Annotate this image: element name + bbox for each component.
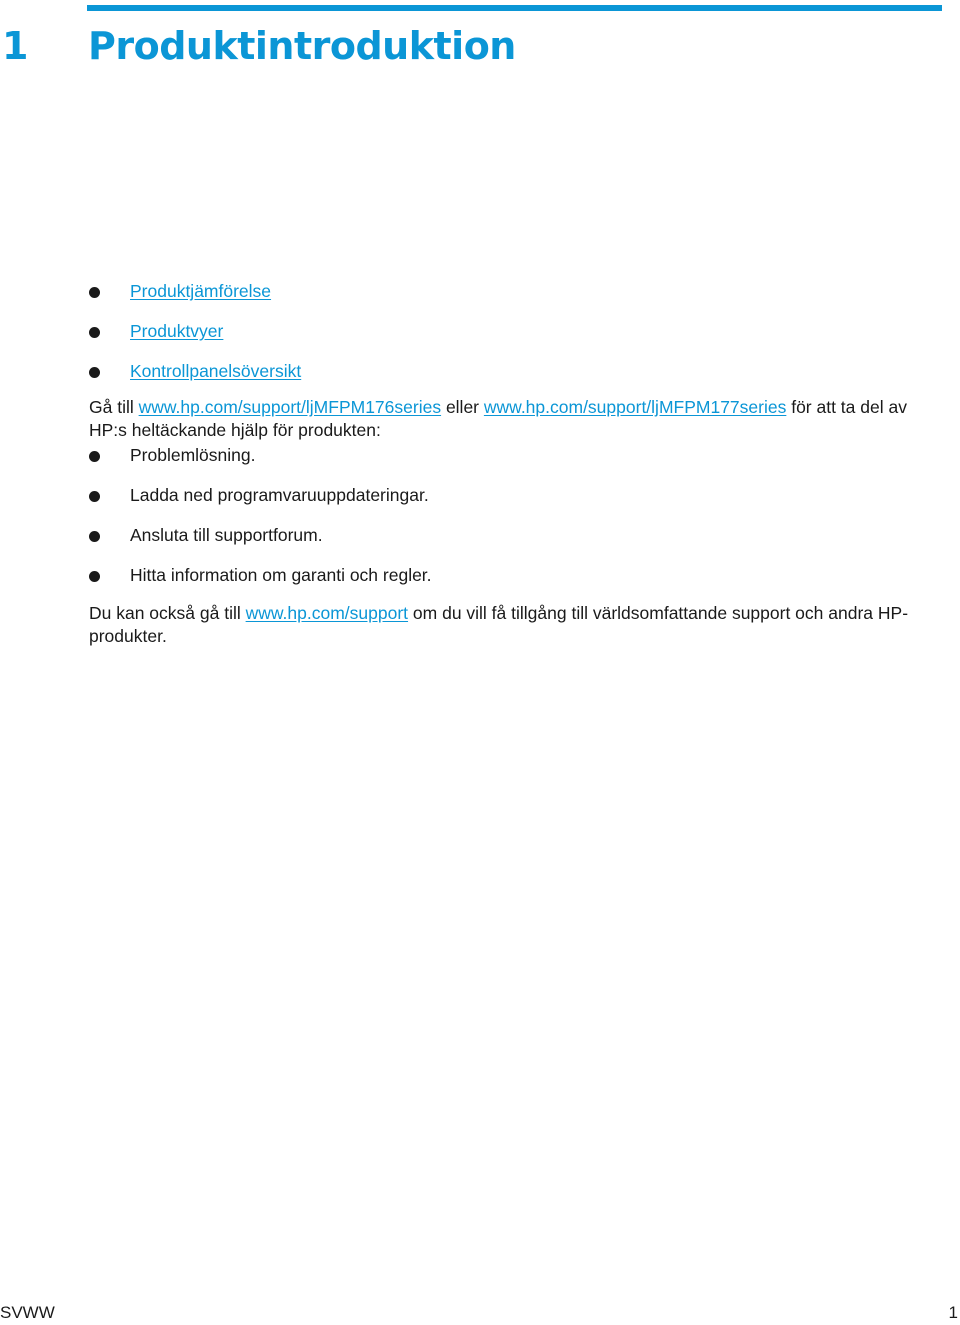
toc-list-item xyxy=(89,358,934,396)
help-list xyxy=(89,442,934,602)
bullet-icon xyxy=(89,491,100,502)
support-link-m176[interactable]: www.hp.com/support/ljMFPM176series xyxy=(138,397,442,417)
chapter-number: 1 xyxy=(2,24,28,68)
chapter-content xyxy=(89,278,934,648)
intro-paragraph xyxy=(89,396,934,442)
support-link-m177[interactable]: www.hp.com/support/ljMFPM177series xyxy=(483,397,787,417)
bullet-icon xyxy=(89,287,100,298)
help-item-label: Problemlösning. xyxy=(130,445,256,465)
help-item-label: Ansluta till supportforum. xyxy=(130,525,323,545)
toc-link-produktjamforelse[interactable]: Produktjämförelse xyxy=(130,281,272,301)
intro-suffix: för att ta del av HP:s heltäckande hjälp för produkten: xyxy=(89,397,907,440)
footer-document-code: SVWW xyxy=(0,1303,55,1322)
bullet-icon xyxy=(89,571,100,582)
toc-link-list xyxy=(89,278,934,396)
toc-link-kontrollpanelsoversikt[interactable]: Kontrollpanelsöversikt xyxy=(130,361,302,381)
footer-page-number: 1 xyxy=(948,1303,958,1322)
help-item-label: Ladda ned programvaruuppdateringar. xyxy=(130,485,429,505)
intro-prefix: Gå till xyxy=(89,397,139,417)
toc-list-item xyxy=(89,318,934,358)
help-list-item xyxy=(89,562,934,602)
bullet-icon xyxy=(89,451,100,462)
outro-suffix: om du vill få tillgång till världsomfattande support och andra HP-produkter. xyxy=(89,603,909,646)
outro-prefix: Du kan också gå till xyxy=(89,603,246,623)
help-list-item xyxy=(89,482,934,522)
chapter-top-rule xyxy=(87,5,942,11)
help-item-label: Hitta information om garanti och regler. xyxy=(130,565,432,585)
bullet-icon xyxy=(89,531,100,542)
chapter-title: Produktintroduktion xyxy=(88,24,516,68)
bullet-icon xyxy=(89,367,100,378)
toc-link-produktvyer[interactable]: Produktvyer xyxy=(130,321,224,341)
intro-middle: eller xyxy=(441,397,484,417)
help-list-item xyxy=(89,442,934,482)
support-link-global[interactable]: www.hp.com/support xyxy=(245,603,409,623)
toc-list-item xyxy=(89,278,934,318)
outro-paragraph xyxy=(89,602,934,648)
help-list-item xyxy=(89,522,934,562)
bullet-icon xyxy=(89,327,100,338)
